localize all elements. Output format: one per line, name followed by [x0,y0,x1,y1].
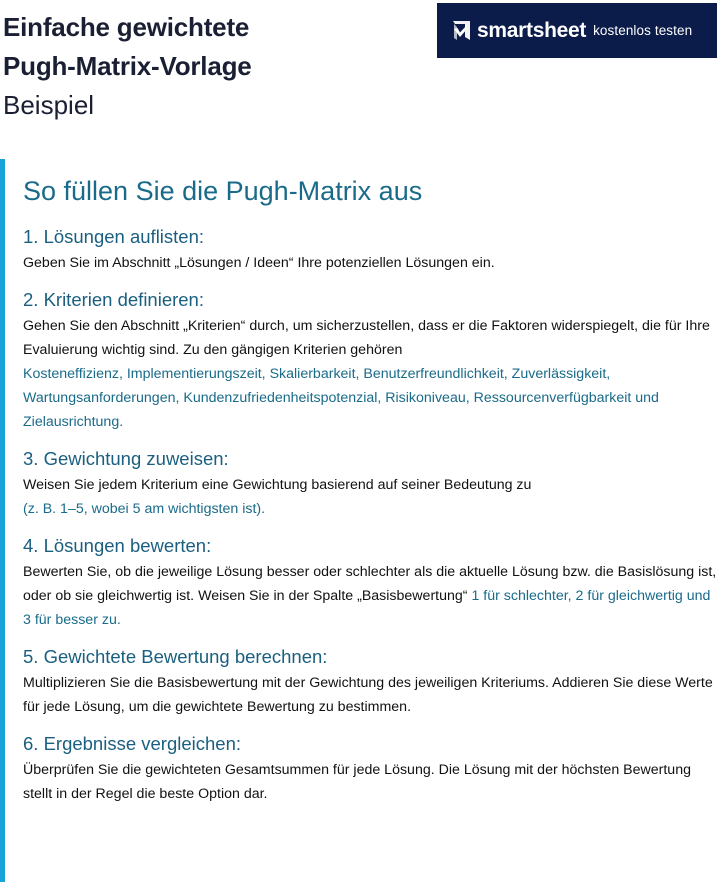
step-text [23,473,718,521]
step-assign-weights [23,445,718,521]
panel-title: So füllen Sie die Pugh-Matrix aus [23,176,423,206]
step-text-body: Gehen Sie den Abschnitt „Kriterien“ durch, um sicherzustellen, dass er die Faktoren widerspiegelt, die für Ihre Evaluierung wichtig sind. Zu den gängigen Kriterien gehören [23,318,710,358]
step-list-solutions [23,223,718,275]
instructions-panel [0,159,718,882]
smartsheet-check-icon [453,21,470,40]
step-heading: 5. Gewichtete Bewertung berechnen: [23,646,328,667]
step-text [23,251,718,275]
document-title-line-2: Pugh-Matrix-Vorlage [3,51,252,81]
step-heading: 1. Lösungen auflisten: [23,226,205,247]
step-heading: 4. Lösungen bewerten: [23,535,212,556]
criteria-examples: Kosteneffizienz, Implementierungszeit, Skalierbarkeit, Benutzerfreundlichkeit, Zuverlässigkeit, Wartungsanforderungen, Kundenzufriedenheitspotenzial, Risikoniveau, Ressourcenverfügbarkeit und Zielausrichtung. [23,366,659,430]
step-rate-solutions [23,532,718,632]
step-heading: 6. Ergebnisse vergleichen: [23,733,242,754]
document-title [3,8,252,125]
step-heading: 2. Kriterien definieren: [23,289,204,310]
document-subtitle: Beispiel [3,90,95,120]
step-text [23,671,718,719]
step-text-body: Geben Sie im Abschnitt „Lösungen / Ideen“ Ihre potenziellen Lösungen ein. [23,255,495,271]
step-text [23,758,718,806]
step-text [23,560,718,632]
rating-scale: 1 für schlechter, 2 für gleichwertig und 3 für besser zu. [23,588,711,628]
weight-example: (z. B. 1–5, wobei 5 am wichtigsten ist). [23,501,266,517]
step-heading: 3. Gewichtung zuweisen: [23,448,229,469]
step-define-criteria [23,286,718,434]
document-title-line-1: Einfache gewichtete [3,12,250,42]
step-text-body: Multiplizieren Sie die Basisbewertung mit der Gewichtung des jeweiligen Kriteriums. Addieren Sie diese Werte für jede Lösung, um die gewichtete Bewertung zu bestimmen. [23,675,713,715]
step-text-body: Bewerten Sie, ob die jeweilige Lösung besser oder schlechter als die aktuelle Lösung bzw. die Basislösung ist, oder ob sie gleichwertig ist. Weisen Sie in der Spalte „Basisbewertung“ [23,564,717,604]
step-compare-results [23,730,718,806]
step-calculate-score [23,643,718,719]
free-trial-link[interactable]: kostenlos testen [593,23,693,38]
step-text-body: Überprüfen Sie die gewichteten Gesamtsummen für jede Lösung. Die Lösung mit der höchsten Bewertung stellt in der Regel die beste Option dar. [23,762,691,802]
step-text-body: Weisen Sie jedem Kriterium eine Gewichtung basierend auf seiner Bedeutung zu [23,477,532,493]
step-text [23,314,718,434]
brand-name: smartsheet [477,18,587,42]
smartsheet-banner[interactable] [437,3,717,58]
